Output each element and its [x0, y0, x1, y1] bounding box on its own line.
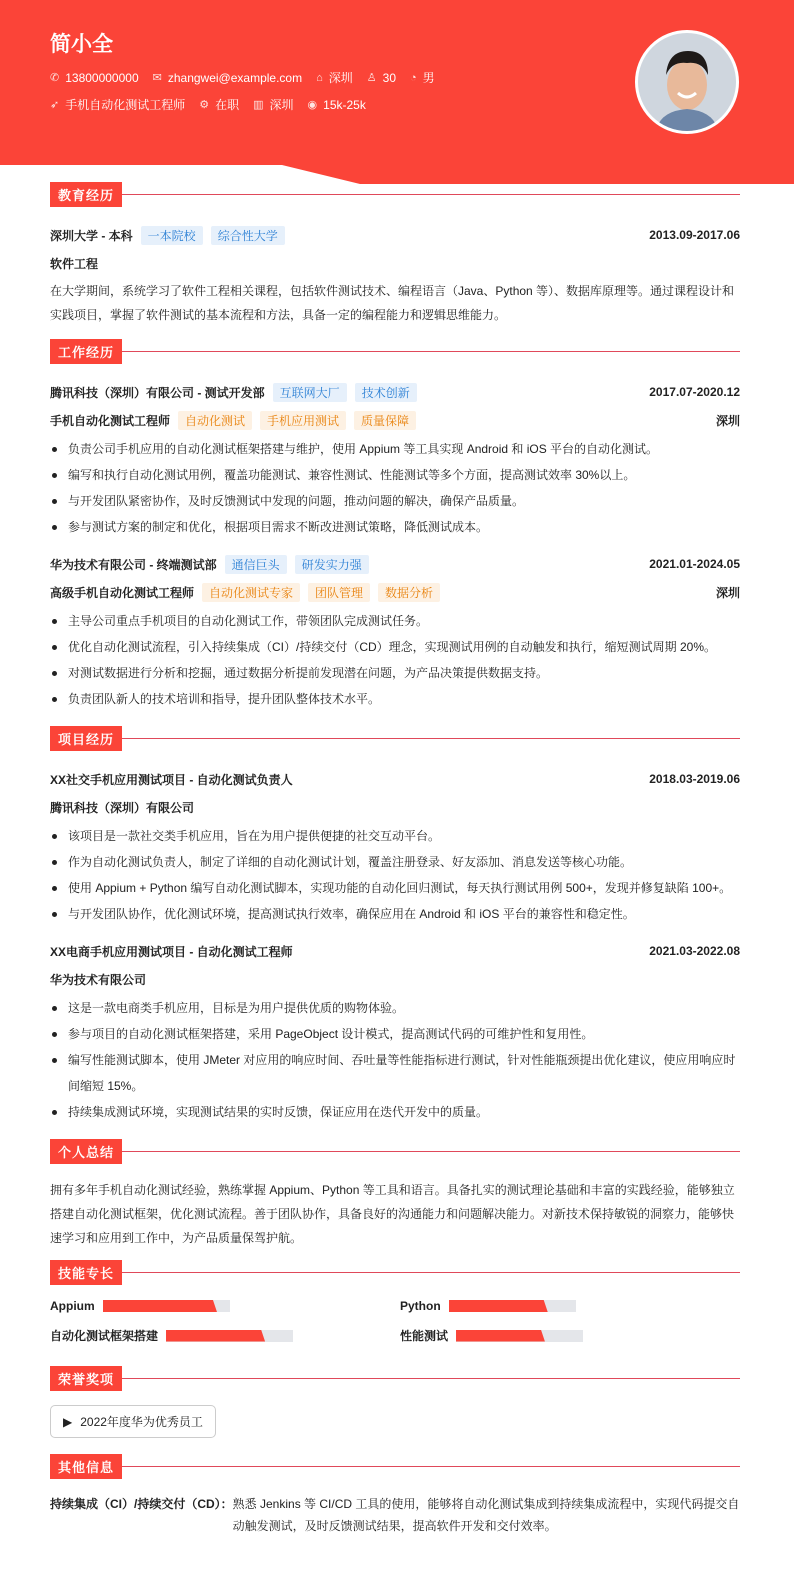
- status: 在职: [215, 98, 240, 112]
- list-item: 持续集成测试环境，实现测试结果的实时反馈，保证应用在迭代开发中的质量。: [50, 1099, 740, 1125]
- project-company: 华为技术有限公司: [50, 972, 147, 987]
- list-item: 负责团队新人的技术培训和指导，提升团队整体技术水平。: [50, 686, 740, 712]
- award-label: 2022年度华为优秀员工: [80, 1415, 203, 1429]
- section-other: [50, 1454, 740, 1479]
- skill-bar: [103, 1300, 230, 1312]
- skill-item: [400, 1299, 740, 1313]
- gender-icon: ◔: [410, 71, 417, 84]
- email: zhangwei@example.com: [167, 70, 303, 85]
- project-name: XX社交手机应用测试项目 - 自动化测试负责人: [50, 772, 293, 787]
- section-title: 技能专长: [50, 1260, 122, 1285]
- skill-item: [50, 1327, 400, 1344]
- city: 深圳: [328, 71, 353, 85]
- tag: 自动化测试: [178, 411, 252, 430]
- tag: 数据分析: [378, 583, 440, 602]
- skill-name: Python: [400, 1299, 441, 1313]
- contact-info: [50, 69, 435, 86]
- list-item: 与开发团队紧密协作，及时反馈测试中发现的问题，推动问题的解决，确保产品质量。: [50, 488, 740, 514]
- job-title: 高级手机自动化测试工程师: [50, 585, 195, 600]
- list-item: 对测试数据进行分析和挖掘，通过数据分析提前发现潜在问题，为产品决策提供数据支持。: [50, 660, 740, 686]
- summary-text: 拥有多年手机自动化测试经验，熟练掌握 Appium、Python 等工具和语言。具备扎实的测试理论基础和丰富的实践经验，能够独立搭建自动化测试框架，优化测试流程。善于团队协作，具备良好的沟通能力和问题解决能力。对新技术保持敏锐的洞察力，能够快速学习和应用到工作中，为产品质量保驾护航。: [50, 1183, 735, 1245]
- list-item: 使用 Appium + Python 编写自动化测试脚本，实现功能的自动化回归测试，每天执行测试用例 500+，发现并修复缺陷 100+。: [50, 875, 740, 901]
- skill-bar: [456, 1330, 583, 1342]
- section-title: 个人总结: [50, 1139, 122, 1164]
- project-name: XX电商手机应用测试项目 - 自动化测试工程师: [50, 944, 293, 959]
- company: 华为技术有限公司 - 终端测试部: [50, 557, 217, 572]
- candidate-name: 简小全: [50, 33, 113, 56]
- other-text: 熟悉 Jenkins 等 CI/CD 工具的使用，能够将自动化测试集成到持续集成流程中，实现代码提交自动触发测试，及时反馈测试结果，提高软件开发和交付效率。: [232, 1497, 740, 1533]
- tag: 综合性大学: [211, 226, 285, 245]
- section-projects: [50, 726, 740, 751]
- work-entry: [50, 550, 740, 712]
- home-icon: ⌂: [316, 71, 323, 84]
- city: 深圳: [715, 585, 740, 600]
- project-entry: [50, 765, 740, 927]
- work-entry: [50, 378, 740, 540]
- tag: 通信巨头: [225, 555, 287, 574]
- award-item[interactable]: [50, 1405, 216, 1438]
- date: 2017.07-2020.12: [649, 385, 740, 399]
- section-skills: [50, 1260, 740, 1285]
- section-awards: [50, 1366, 740, 1391]
- other-info: [50, 1493, 740, 1537]
- list-item: 编写和执行自动化测试用例，覆盖功能测试、兼容性测试、性能测试等多个方面，提高测试效率 30%以上。: [50, 462, 740, 488]
- list-item: 主导公司重点手机项目的自动化测试工作，带领团队完成测试任务。: [50, 608, 740, 634]
- skill-bar-fill: [103, 1300, 217, 1312]
- gender: 男: [422, 71, 435, 85]
- work-city: 深圳: [269, 98, 294, 112]
- triangle-right-icon: ▶: [63, 1414, 73, 1429]
- section-title: 项目经历: [50, 726, 122, 751]
- tag: 技术创新: [355, 383, 417, 402]
- list-item: 编写性能测试脚本，使用 JMeter 对应用的响应时间、吞吐量等性能指标进行测试，针对性能瓶颈提出优化建议，使应用响应时间缩短 15%。: [50, 1047, 740, 1099]
- section-work: [50, 339, 740, 364]
- skill-bar-fill: [456, 1330, 545, 1342]
- section-summary: [50, 1139, 740, 1164]
- tag: 手机应用测试: [260, 411, 346, 430]
- skill-bar-fill: [449, 1300, 548, 1312]
- tag: 互联网大厂: [273, 383, 347, 402]
- section-title: 工作经历: [50, 339, 122, 364]
- company: 腾讯科技（深圳）有限公司 - 测试开发部: [50, 385, 265, 400]
- building-icon: ▥: [253, 99, 264, 111]
- position: 手机自动化测试工程师: [65, 98, 186, 112]
- cake-icon: ♙: [366, 72, 377, 84]
- mail-icon: ✉: [152, 72, 162, 84]
- list-item: 与开发团队协作，优化测试环境，提高测试执行效率，确保应用在 Android 和 iOS 平台的兼容性和稳定性。: [50, 901, 740, 927]
- major: [50, 249, 740, 277]
- tag: 自动化测试专家: [202, 583, 300, 602]
- list-item: 作为自动化测试负责人，制定了详细的自动化测试计划，覆盖注册登录、好友添加、消息发送等核心功能。: [50, 849, 740, 875]
- city: 深圳: [715, 413, 740, 428]
- list-item: 负责公司手机应用的自动化测试框架搭建与维护，使用 Appium 等工具实现 Android 和 iOS 平台的自动化测试。: [50, 436, 740, 462]
- date: 2021.03-2022.08: [649, 944, 740, 958]
- skill-item: [50, 1299, 400, 1313]
- skill-item: [400, 1327, 740, 1344]
- list-item: 这是一款电商类手机应用，目标是为用户提供优质的购物体验。: [50, 995, 740, 1021]
- section-title: 荣誉奖项: [50, 1366, 122, 1391]
- project-entry: [50, 937, 740, 1125]
- date: 2013.09-2017.06: [649, 228, 740, 242]
- school: 深圳大学 - 本科: [50, 228, 133, 243]
- phone-icon: ✆: [50, 72, 60, 84]
- tag: 研发实力强: [295, 555, 369, 574]
- avatar: [635, 30, 739, 134]
- section-title: 其他信息: [50, 1454, 122, 1479]
- section-title: 教育经历: [50, 182, 122, 207]
- tag: 团队管理: [308, 583, 370, 602]
- skill-name: 自动化测试框架搭建: [50, 1329, 159, 1343]
- tag: 一本院校: [141, 226, 203, 245]
- list-item: 该项目是一款社交类手机应用，旨在为用户提供便捷的社交互动平台。: [50, 823, 740, 849]
- salary-icon: ◉: [307, 99, 318, 111]
- skill-name: 性能测试: [400, 1329, 449, 1343]
- education-row: [50, 221, 740, 249]
- project-company: 腾讯科技（深圳）有限公司: [50, 800, 195, 815]
- date: 2021.01-2024.05: [649, 557, 740, 571]
- salary: 15k-25k: [323, 97, 366, 112]
- section-education: [50, 182, 740, 207]
- send-icon: ➶: [50, 99, 60, 111]
- gear-icon: ⚙: [199, 99, 210, 111]
- date: 2018.03-2019.06: [649, 772, 740, 786]
- skill-name: Appium: [50, 1299, 95, 1313]
- major-label: 软件工程: [50, 256, 99, 271]
- skill-bar-fill: [166, 1330, 265, 1342]
- other-label: 持续集成（CI）/持续交付（CD）：: [50, 1497, 233, 1511]
- list-item: 优化自动化测试流程，引入持续集成（CI）/持续交付（CD）理念，实现测试用例的自动触发和执行，缩短测试周期 20%。: [50, 634, 740, 660]
- job-intent: [50, 96, 366, 113]
- age: 30: [382, 70, 397, 85]
- skill-bar: [166, 1330, 293, 1342]
- list-item: 参与项目的自动化测试框架搭建，采用 PageObject 设计模式，提高测试代码的可维护性和复用性。: [50, 1021, 740, 1047]
- tag: 质量保障: [354, 411, 416, 430]
- job-title: 手机自动化测试工程师: [50, 413, 171, 428]
- list-item: 参与测试方案的制定和优化，根据项目需求不断改进测试策略，降低测试成本。: [50, 514, 740, 540]
- skill-bar: [449, 1300, 576, 1312]
- education-desc: 在大学期间，系统学习了软件工程相关课程，包括软件测试技术、编程语言（Java、Python 等）、数据库原理等。通过课程设计和实践项目，掌握了软件测试的基本流程和方法，具备一定的编程能力和逻辑思维能力。: [50, 284, 735, 322]
- phone: 13800000000: [65, 70, 139, 85]
